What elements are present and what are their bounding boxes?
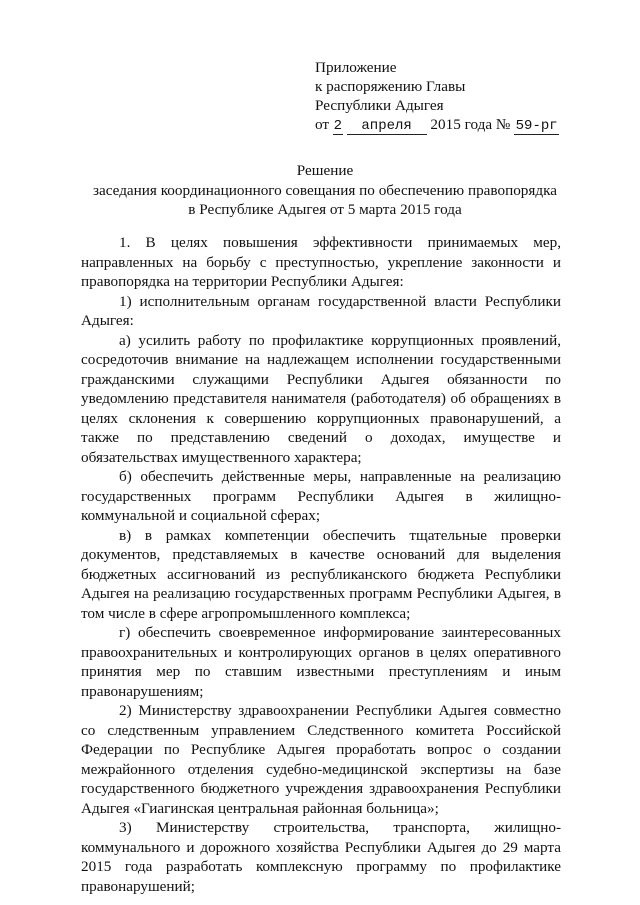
paragraph-1: 1. В целях повышения эффективности принимаемых мер, направленных на борьбу с преступностью, укрепление законности и правопорядка на территории Республики Адыгея: xyxy=(81,234,561,290)
title-heading: Решение xyxy=(296,162,354,179)
document-title xyxy=(70,161,580,220)
document-body xyxy=(81,233,561,896)
paragraph-1-1-b: б) обеспечить действенные меры, направленные на реализацию государственных программ Республики Адыгея в жилищно-коммунальной и социальной сферах; xyxy=(81,468,561,524)
date-day: 2 xyxy=(333,118,343,134)
paragraph-1-1: 1) исполнительным органам государственной власти Республики Адыгея: xyxy=(81,292,561,329)
title-line-1: заседания координационного совещания по обеспечению правопорядка xyxy=(92,181,557,199)
order-number: 59-рг xyxy=(515,118,558,134)
date-month: апреля xyxy=(347,119,427,135)
appendix-line-1: Приложение xyxy=(315,59,397,76)
appendix-line-3: Республики Адыгея xyxy=(315,97,444,114)
title-line-2: в Республике Адыгея от 5 марта 2015 года xyxy=(188,201,462,218)
appendix-date-line xyxy=(315,115,615,135)
appendix-line-2: к распоряжению Главы xyxy=(315,78,466,95)
paragraph-1-1-g: г) обеспечить своевременное информирование заинтересованных правоохранительных и контролирующих органов в целях оперативного принятия мер по ставшим известными преступлениям и иным правонарушениям; xyxy=(81,624,561,700)
paragraph-1-1-a: а) усилить работу по профилактике коррупционных проявлений, сосредоточив внимание на надлежащем исполнении государственными гражданскими служащими Республики Адыгея обязанности по уведомлению представителя нанимателя (работодателя) об обращениях в целях склонения к совершению коррупционных правонарушений, а также по представлению сведений о доходах, имуществе и обязательствах имущественного характера; xyxy=(81,331,561,466)
appendix-header xyxy=(315,58,615,135)
paragraph-1-3: 3) Министерству строительства, транспорта, жилищно-коммунального и дорожного хозяйства Республики Адыгея до 29 марта 2015 года разработать комплексную программу по профилактике правонарушений; xyxy=(81,819,561,895)
paragraph-1-2: 2) Министерству здравоохранении Республики Адыгея совместно со следственным управлением Следственного комитета Российской Федерации по Республике Адыгея проработать вопрос о создании межрайонного отделения судебно-медицинской экспертизы на базе государственного бюджетного учреждения здравоохранения Республики Адыгея «Гиагинская центральная районная больница»; xyxy=(81,702,561,817)
paragraph-1-1-v: в) в рамках компетенции обеспечить тщательные проверки документов, представляемых в качестве оснований для выделения бюджетных ассигнований из республиканского бюджета Республики Адыгея на реализацию государственных программ Республики Адыгея, в том числе в сфере агропромышленного комплекса; xyxy=(81,526,561,622)
date-prefix: от xyxy=(315,116,330,133)
date-year: 2015 года № xyxy=(430,116,511,133)
